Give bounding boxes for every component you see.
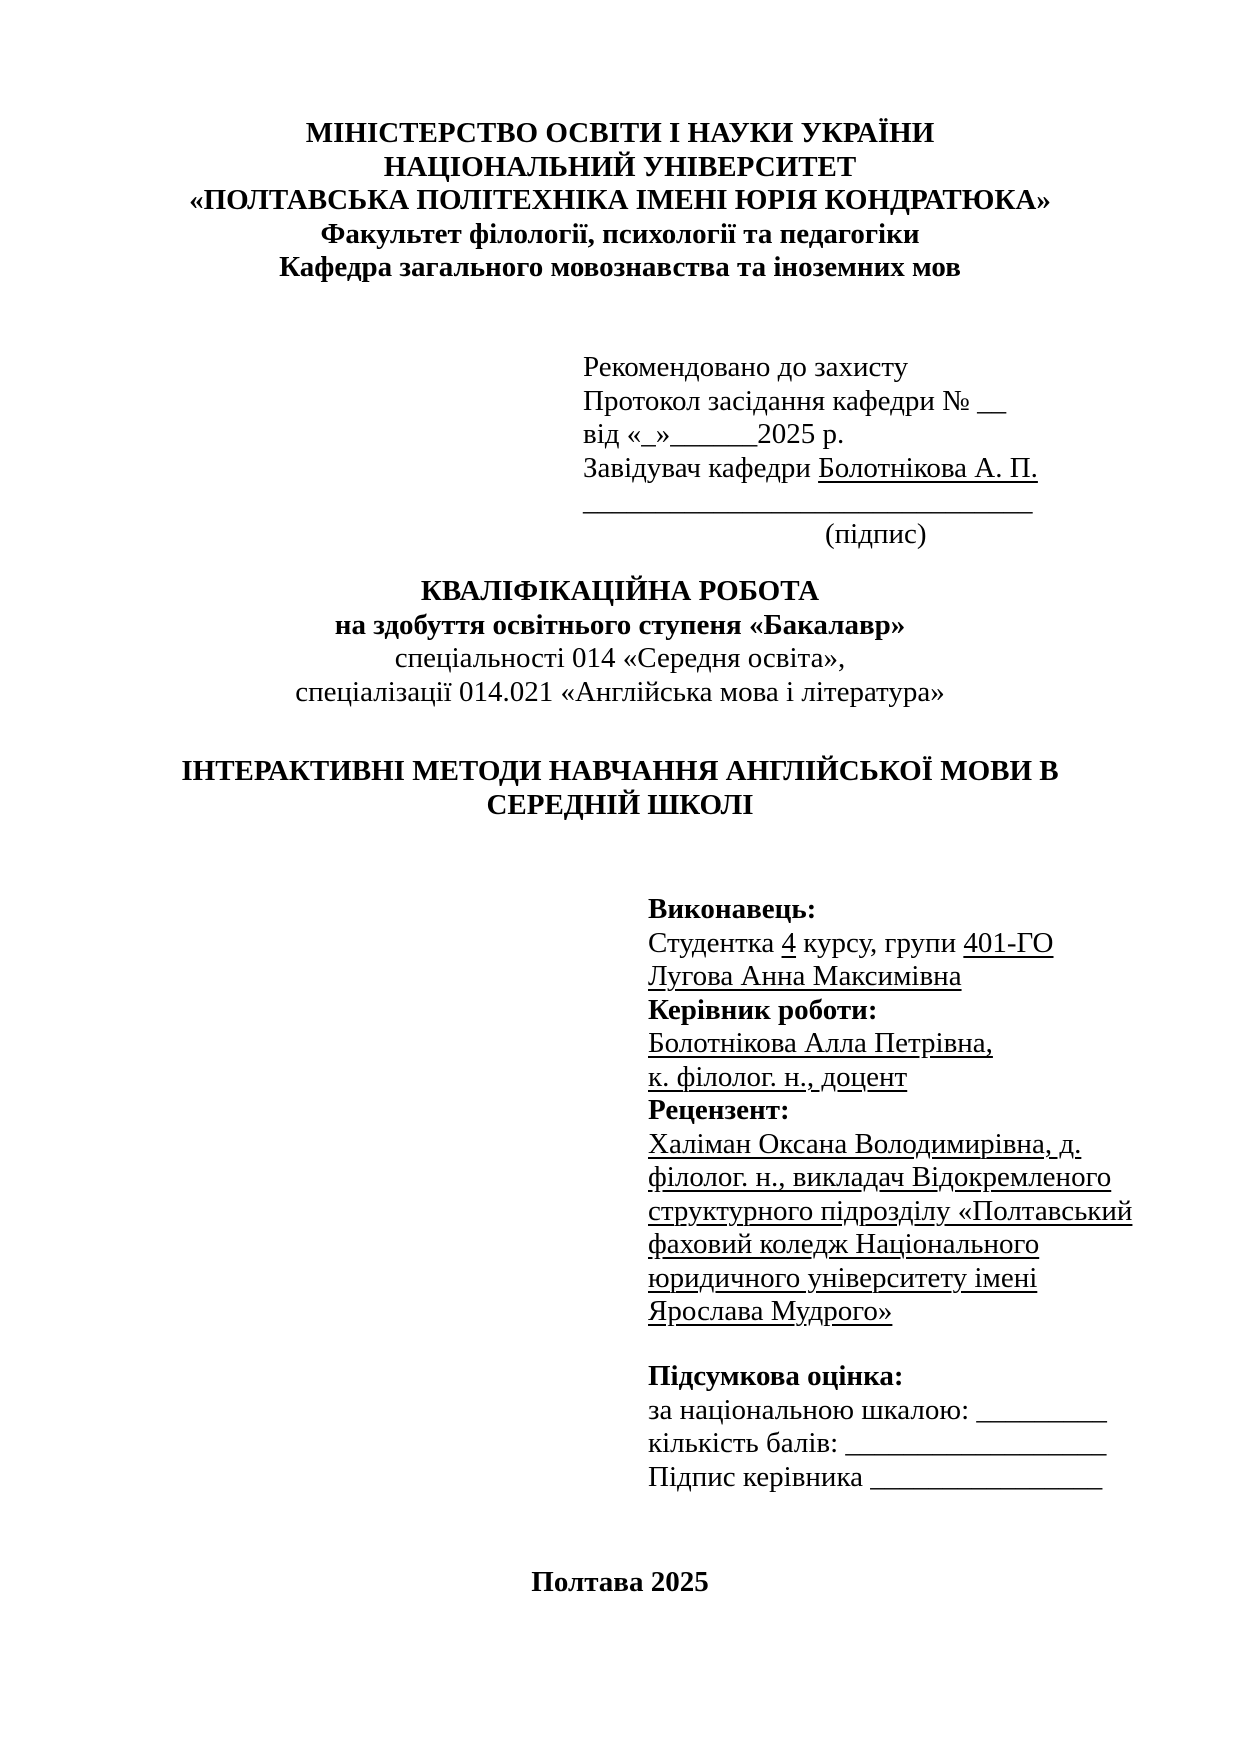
text-line [648,1061,1132,1095]
text-line [648,1228,1132,1262]
text-line [648,1427,1107,1461]
text-segment: СЕРЕДНІЙ ШКОЛІ [486,788,754,821]
text-segment: за національною шкалою: _________ [648,1393,1107,1426]
text-segment: Керівник роботи: [648,993,878,1026]
text-segment: Підсумкова оцінка: [648,1360,904,1392]
text-line [0,218,1240,252]
underlined-text: фаховий коледж Національного [648,1228,1040,1260]
underlined-text: філолог. н., викладач Відокремленого [648,1161,1112,1193]
text-line [0,642,1240,676]
text-segment: Завідувач кафедри [583,451,819,484]
text-segment: Підпис керівника ________________ [648,1460,1103,1493]
text-line [583,452,1038,486]
thesis-title [0,755,1240,822]
text-line [648,893,1132,927]
signature-caption [825,518,927,552]
text-line [648,1394,1107,1428]
text-line [648,1195,1132,1229]
text-segment: МІНІСТЕРСТВО ОСВІТИ І НАУКИ УКРАЇНИ [305,117,935,149]
text-line [583,418,1038,452]
text-segment: спеціалізації 014.021 «Англійська мова і література» [295,675,945,708]
text-line [0,184,1240,218]
text-line [0,251,1240,285]
footer-city-year [0,1566,1240,1600]
underlined-text: Лугова Анна Максимівна [648,960,962,992]
text-segment: Виконавець: [648,893,817,925]
approval-block [583,351,1038,485]
text-line [0,609,1240,643]
signature-line [583,485,1033,519]
text-line [583,385,1038,419]
text-line [648,994,1132,1028]
underlined-text: структурного підрозділу «Полтавський [648,1194,1133,1227]
text-line [648,927,1132,961]
underlined-text: Болотнікова Алла Петрівна, [648,1027,993,1059]
text-line [0,575,1240,609]
underlined-text: 4 [781,926,797,959]
text-segment: на здобуття освітнього ступеня «Бакалавр» [334,608,906,641]
text-segment: від «_»______2025 р. [583,418,845,450]
underlined-text: Болотнікова А. П. [818,451,1038,484]
text-segment: «ПОЛТАВСЬКА ПОЛІТЕХНІКА ІМЕНІ ЮРІЯ КОНДРАТЮКА» [189,184,1051,216]
text-segment: ІНТЕРАКТИВНІ МЕТОДИ НАВЧАННЯ АНГЛІЙСЬКОЇ МОВИ В [181,755,1059,787]
qualification-work-block [0,575,1240,709]
text-segment: Рецензент: [648,1094,790,1126]
text-line [648,1161,1132,1195]
text-segment: кількість балів: __________________ [648,1427,1107,1459]
text-line [648,960,1132,994]
credits-block [648,893,1132,1329]
underlined-text: 401-ГО [963,926,1054,959]
text-line [648,1094,1132,1128]
text-line [583,351,1038,385]
text-segment: Рекомендовано до захисту [583,351,909,383]
text-segment: Протокол засідання кафедри № __ [583,384,1007,417]
text-segment: Студентка [648,926,782,959]
text-line [648,1128,1132,1162]
text-segment: НАЦІОНАЛЬНИЙ УНІВЕРСИТЕТ [383,150,857,183]
text-line [0,676,1240,710]
text-line [0,117,1240,151]
text-line [648,1360,1107,1394]
university-header [0,117,1240,285]
text-segment: курсу, групи [796,926,964,959]
underlined-text: Ярослава Мудрого» [648,1295,893,1327]
footer-city-year-label: Полтава 2025 [531,1566,709,1598]
text-line [0,755,1240,789]
text-line [648,1027,1132,1061]
text-line [0,151,1240,185]
final-grade-block [648,1360,1107,1494]
text-segment: Факультет філології, психології та педагогіки [320,217,920,250]
underlined-text: юридичного університету імені [648,1261,1038,1294]
text-line [648,1295,1132,1329]
signature-caption-label: (підпис) [825,518,927,550]
text-line [0,789,1240,823]
text-segment: КВАЛІФІКАЦІЙНА РОБОТА [420,575,820,607]
text-segment: Кафедра загального мовознавства та іноземних мов [279,251,961,283]
signature-blank-line: _______________________________ [583,485,1033,517]
underlined-text: к. філолог. н., доцент [648,1060,908,1093]
underlined-text: Халіман Оксана Володимирівна, д. [648,1127,1082,1160]
text-segment: спеціальності 014 «Середня освіта», [394,642,846,674]
text-line [648,1262,1132,1296]
text-line [648,1461,1107,1495]
